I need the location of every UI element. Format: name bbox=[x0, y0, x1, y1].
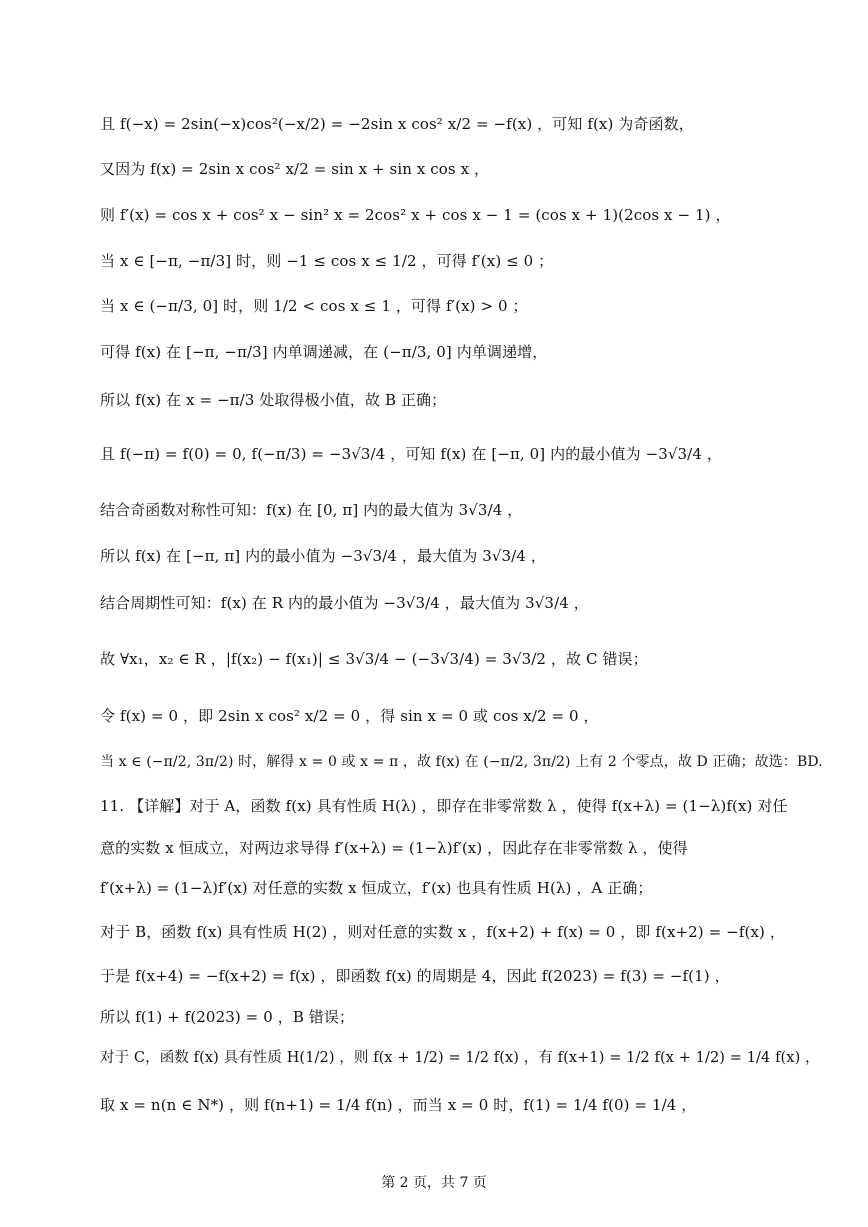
text-line-18: 对于 B，函数 f(x) 具有性质 H(2) ，则对任意的实数 x ，f(x+2) + f(x) = 0 ，即 f(x+2) = −f(x) ， bbox=[100, 923, 785, 941]
text-line-22: 取 x = n(n ∈ N*) ，则 f(n+1) = 1/4 f(n) ，而当 x = 0 时，f(1) = 1/4 f(0) = 1/4 ， bbox=[100, 1096, 697, 1114]
text-line-15: 11. 【详解】对于 A，函数 f(x) 具有性质 H(λ) ，即存在非零常数 λ ，使得 f(x+λ) = (1−λ)f(x) 对任 bbox=[100, 797, 788, 815]
text-line-10: 所以 f(x) 在 [−π, π] 内的最小值为 −3√3/4 ，最大值为 3√3/4 ， bbox=[100, 547, 546, 565]
text-line-9: 结合奇函数对称性可知：f(x) 在 [0, π] 内的最大值为 3√3/4 ， bbox=[100, 501, 523, 519]
text-line-2: 又因为 f(x) = 2sin x cos² x/2 = sin x + sin x cos x ， bbox=[100, 160, 490, 178]
text-line-20: 所以 f(1) + f(2023) = 0 ，B 错误； bbox=[100, 1008, 355, 1026]
text-line-13: 令 f(x) = 0 ，即 2sin x cos² x/2 = 0 ，得 sin x = 0 或 cos x/2 = 0 ， bbox=[100, 707, 599, 725]
text-line-3: 则 f′(x) = cos x + cos² x − sin² x = 2cos² x + cos x − 1 = (cos x + 1)(2cos x − 1) ， bbox=[100, 206, 731, 224]
text-line-14: 当 x ∈ (−π/2, 3π/2) 时，解得 x = 0 或 x = π ，故 f(x) 在 (−π/2, 3π/2) 上有 2 个零点，故 D 正确；故选：BD. bbox=[100, 754, 823, 770]
text-line-11: 结合周期性可知：f(x) 在 R 内的最小值为 −3√3/4 ，最大值为 3√3/4 ， bbox=[100, 594, 589, 612]
text-line-8: 且 f(−π) = f(0) = 0, f(−π/3) = −3√3/4 ，可知 f(x) 在 [−π, 0] 内的最小值为 −3√3/4 ， bbox=[100, 445, 722, 463]
text-line-7: 所以 f(x) 在 x = −π/3 处取得极小值，故 B 正确； bbox=[100, 391, 447, 409]
text-line-6: 可得 f(x) 在 [−π, −π/3] 内单调递减，在 (−π/3, 0] 内单调递增， bbox=[100, 343, 548, 361]
text-line-21: 对于 C，函数 f(x) 具有性质 H(1/2) ，则 f(x + 1/2) = 1/2 f(x) ，有 f(x+1) = 1/2 f(x + 1/2) = 1/4 f(x) ， bbox=[100, 1050, 820, 1066]
text-line-5: 当 x ∈ (−π/3, 0] 时，则 1/2 < cos x ≤ 1 ，可得 f′(x) > 0 ； bbox=[100, 297, 528, 315]
text-line-4: 当 x ∈ [−π, −π/3] 时，则 −1 ≤ cos x ≤ 1/2 ，可得 f′(x) ≤ 0 ； bbox=[100, 252, 554, 270]
text-line-19: 于是 f(x+4) = −f(x+2) = f(x) ，即函数 f(x) 的周期是 4，因此 f(2023) = f(3) = −f(1) ， bbox=[100, 967, 730, 985]
page-footer: 第 2 页，共 7 页 bbox=[381, 1175, 487, 1191]
text-line-1: 且 f(−x) = 2sin(−x)cos²(−x/2) = −2sin x cos² x/2 = −f(x) ，可知 f(x) 为奇函数， bbox=[100, 115, 694, 133]
text-line-17: f′(x+λ) = (1−λ)f′(x) 对任意的实数 x 恒成立，f′(x) 也具有性质 H(λ) ，A 正确； bbox=[100, 879, 653, 897]
text-line-12: 故 ∀x₁，x₂ ∈ R ，|f(x₂) − f(x₁)| ≤ 3√3/4 − (−3√3/4) = 3√3/2 ，故 C 错误； bbox=[100, 650, 648, 668]
text-line-16: 意的实数 x 恒成立，对两边求导得 f′(x+λ) = (1−λ)f′(x) ，因此存在非零常数 λ ，使得 bbox=[100, 839, 688, 857]
